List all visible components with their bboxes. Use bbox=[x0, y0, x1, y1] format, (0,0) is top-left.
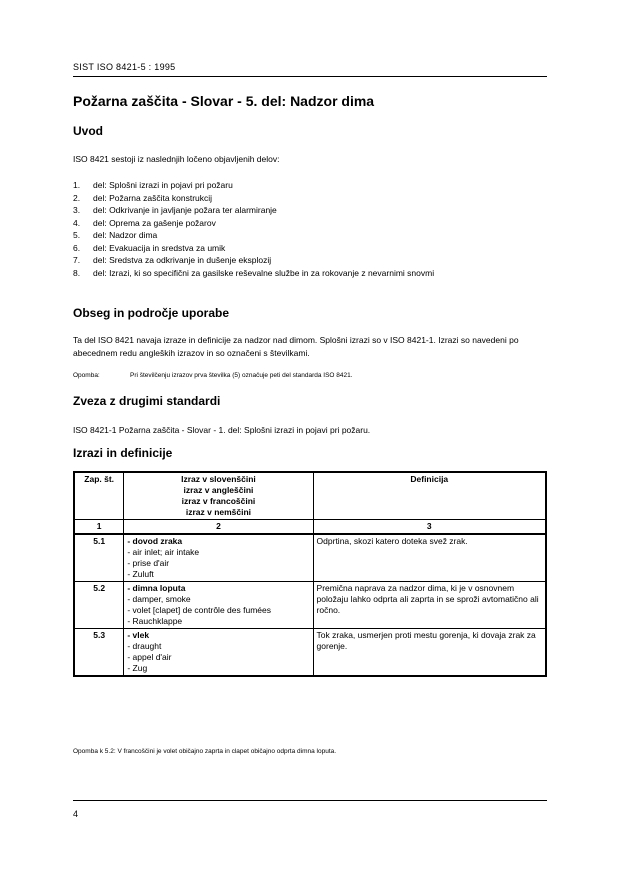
term-english: - damper, smoke bbox=[127, 594, 191, 604]
scope-note bbox=[73, 372, 353, 379]
term-french: - volet [clapet] de contrôle des fumées bbox=[127, 605, 271, 615]
table-header-row bbox=[74, 472, 546, 520]
term-english: - draught bbox=[127, 641, 162, 651]
col-header-term-line: Izraz v slovenščini bbox=[181, 474, 256, 484]
intro-text: ISO 8421 sestoji iz naslednjih ločeno objavljenih delov: bbox=[73, 154, 280, 164]
page-number: 4 bbox=[73, 809, 79, 819]
note-label: Opomba: bbox=[73, 372, 100, 379]
entry-terms bbox=[124, 629, 313, 677]
column-number: 3 bbox=[313, 520, 546, 535]
list-item bbox=[73, 204, 563, 217]
entry-definition: Odprtina, skozi katero doteka svež zrak. bbox=[313, 534, 546, 582]
list-item bbox=[73, 217, 563, 230]
col-header-term bbox=[124, 472, 313, 520]
terms-table bbox=[73, 471, 547, 677]
list-item-text: del: Evakuacija in sredstva za umik bbox=[93, 242, 226, 253]
column-number-row bbox=[74, 520, 546, 535]
table-row bbox=[74, 582, 546, 629]
entry-number: 5.2 bbox=[74, 582, 124, 629]
list-item-text: del: Nadzor dima bbox=[93, 230, 158, 240]
list-item-number: 1. bbox=[73, 180, 81, 190]
term-german: - Rauchklappe bbox=[127, 616, 183, 626]
list-item-number: 7. bbox=[73, 255, 81, 265]
list-item bbox=[73, 229, 563, 242]
entry-number: 5.1 bbox=[74, 534, 124, 582]
term-german: - Zuluft bbox=[127, 569, 154, 579]
list-item bbox=[73, 179, 563, 192]
scope-text: Ta del ISO 8421 navaja izraze in definicije za nadzor nad dimom. Splošni izrazi so v ISO 8421-1. Izrazi so navedeni po abecednem redu angleških izrazov in so označeni s številkami. bbox=[73, 335, 519, 358]
list-item-text: del: Požarna zaščita konstrukcij bbox=[93, 192, 213, 203]
header-rule bbox=[73, 76, 547, 77]
term-german: - Zug bbox=[127, 663, 148, 673]
list-item-text: del: Splošni izrazi in pojavi pri požaru bbox=[93, 180, 233, 190]
list-item bbox=[73, 192, 563, 205]
term-slovene: - dovod zraka bbox=[127, 536, 183, 546]
entry-terms bbox=[124, 534, 313, 582]
list-item bbox=[73, 242, 563, 255]
page-title: Požarna zaščita - Slovar - 5. del: Nadzor dima bbox=[73, 93, 375, 109]
terms-heading: Izrazi in definicije bbox=[73, 446, 173, 460]
col-header-definition: Definicija bbox=[313, 472, 546, 520]
footnote: Opomba k 5.2: V francoščini je volet običajno zaprta in clapet običajno odprta dimna loputa. bbox=[73, 748, 337, 755]
document-reference: SIST ISO 8421-5 : 1995 bbox=[73, 62, 176, 72]
list-item-number: 3. bbox=[73, 205, 81, 215]
entry-terms bbox=[124, 582, 313, 629]
table-row bbox=[74, 629, 546, 677]
column-number: 2 bbox=[124, 520, 313, 535]
col-header-term-line: izraz v francoščini bbox=[181, 496, 256, 506]
footer-rule bbox=[73, 800, 547, 801]
related-text: ISO 8421-1 Požarna zaščita - Slovar - 1. del: Splošni izrazi in pojavi pri požaru. bbox=[73, 425, 371, 435]
col-header-term-line: izraz v angleščini bbox=[183, 485, 254, 495]
col-header-term-line: izraz v nemščini bbox=[185, 507, 252, 517]
column-number: 1 bbox=[74, 520, 124, 535]
term-french: - prise d'air bbox=[127, 558, 170, 568]
term-english: - air inlet; air intake bbox=[127, 547, 200, 557]
term-french: - appel d'air bbox=[127, 652, 172, 662]
term-slovene: - vlek bbox=[127, 630, 150, 640]
list-item-number: 8. bbox=[73, 267, 81, 278]
table-row bbox=[74, 534, 546, 582]
list-item-text: del: Izrazi, ki so specifični za gasilske reševalne službe in za rokovanje z nevarnimi snovmi bbox=[93, 267, 435, 278]
col-header-number: Zap. št. bbox=[74, 472, 124, 520]
list-item-number: 4. bbox=[73, 217, 81, 228]
entry-number: 5.3 bbox=[74, 629, 124, 677]
list-item-number: 5. bbox=[73, 230, 81, 240]
intro-heading: Uvod bbox=[73, 124, 103, 138]
related-heading: Zveza z drugimi standardi bbox=[73, 394, 221, 408]
note-text: Pri številčenju izrazov prva številka (5) označuje peti del standarda ISO 8421. bbox=[130, 372, 353, 379]
list-item-text: del: Sredstva za odkrivanje in dušenje eksplozij bbox=[93, 255, 272, 265]
term-slovene: - dimna loputa bbox=[127, 583, 186, 593]
list-item-number: 2. bbox=[73, 192, 81, 203]
list-item bbox=[73, 267, 563, 280]
parts-list bbox=[73, 179, 563, 279]
scope-heading: Obseg in področje uporabe bbox=[73, 306, 230, 320]
list-item-text: del: Odkrivanje in javljanje požara ter alarmiranje bbox=[93, 205, 277, 215]
list-item bbox=[73, 254, 563, 267]
list-item-number: 6. bbox=[73, 242, 81, 253]
entry-definition: Premična naprava za nadzor dima, ki je v osnovnem položaju lahko odprta ali zaprta in se sproži avtomatično ali ročno. bbox=[313, 582, 546, 629]
entry-definition: Tok zraka, usmerjen proti mestu gorenja, ki dovaja zrak za gorenje. bbox=[313, 629, 546, 677]
list-item-text: del: Oprema za gašenje požarov bbox=[93, 217, 216, 228]
